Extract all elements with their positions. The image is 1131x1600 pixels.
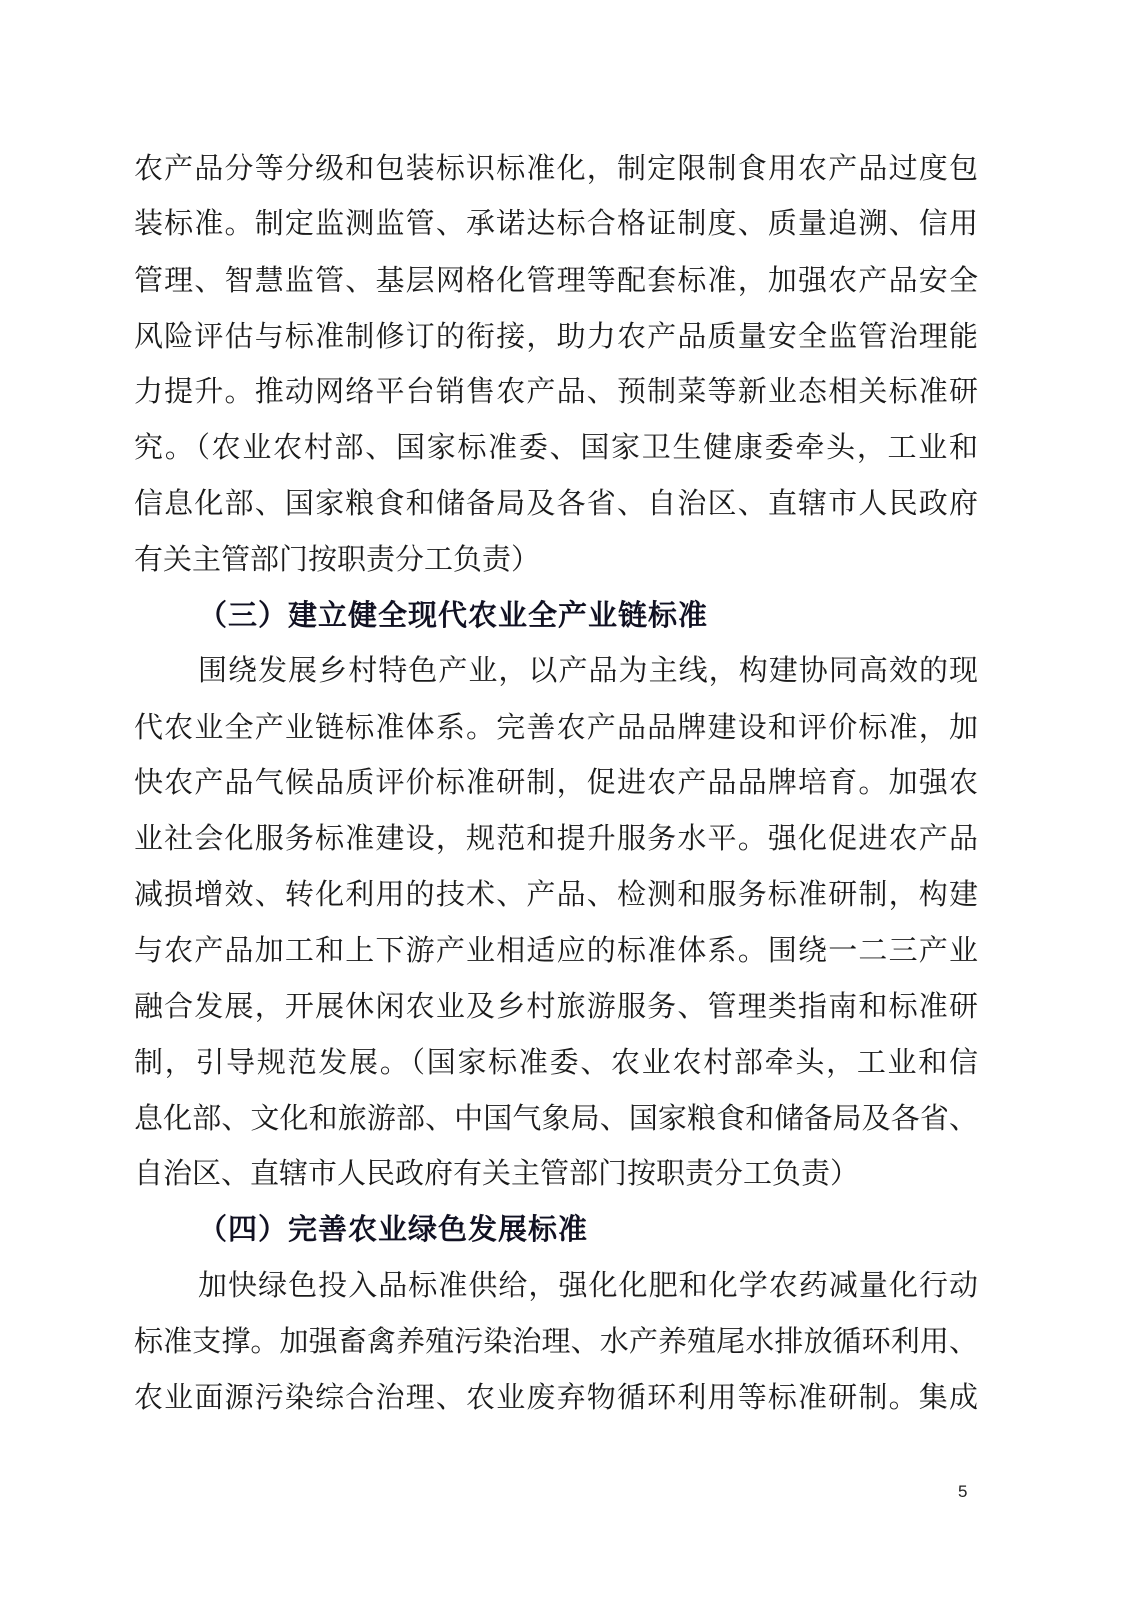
paragraph-line: 息化部、文化和旅游部、中国气象局、国家粮食和储备局及各省、 — [134, 1101, 978, 1135]
paragraph-line: 制，引导规范发展。（国家标准委、农业农村部牵头，工业和信 — [134, 1045, 978, 1079]
paragraph-line: 风险评估与标准制修订的衔接，助力农产品质量安全监管治理能 — [134, 319, 978, 353]
paragraph-line: 农业面源污染综合治理、农业废弃物循环利用等标准研制。集成 — [134, 1380, 978, 1414]
paragraph-line: 标准支撑。加强畜禽养殖污染治理、水产养殖尾水排放循环利用、 — [134, 1324, 978, 1358]
paragraph-line: 装标准。制定监测监管、承诺达标合格证制度、质量追溯、信用 — [134, 206, 978, 240]
paragraph-line: 加快绿色投入品标准供给，强化化肥和化学农药减量化行动 — [198, 1268, 978, 1302]
paragraph-line: 减损增效、转化利用的技术、产品、检测和服务标准研制，构建 — [134, 877, 978, 911]
paragraph-line: 力提升。推动网络平台销售农产品、预制菜等新业态相关标准研 — [134, 374, 978, 408]
section-heading-3: （三）建立健全现代农业全产业链标准 — [198, 598, 709, 632]
paragraph-line: 农产品分等分级和包装标识标准化，制定限制食用农产品过度包 — [134, 151, 978, 185]
paragraph-line: 业社会化服务标准建设，规范和提升服务水平。强化促进农产品 — [134, 821, 978, 855]
section-heading-4: （四）完善农业绿色发展标准 — [198, 1212, 589, 1246]
paragraph-line: 究。（农业农村部、国家标准委、国家卫生健康委牵头，工业和 — [134, 430, 978, 464]
paragraph-line: 管理、智慧监管、基层网格化管理等配套标准，加强农产品安全 — [134, 263, 978, 297]
paragraph-line: 快农产品气候品质评价标准研制，促进农产品品牌培育。加强农 — [134, 765, 978, 799]
page-number: 5 — [958, 1482, 968, 1501]
paragraph-line: 自治区、直辖市人民政府有关主管部门按职责分工负责） — [134, 1156, 860, 1190]
paragraph-line: 代农业全产业链标准体系。完善农产品品牌建设和评价标准，加 — [134, 710, 978, 744]
paragraph-line: 有关主管部门按职责分工负责） — [134, 542, 541, 576]
paragraph-line: 围绕发展乡村特色产业，以产品为主线，构建协同高效的现 — [198, 653, 978, 687]
paragraph-line: 融合发展，开展休闲农业及乡村旅游服务、管理类指南和标准研 — [134, 989, 978, 1023]
paragraph-line: 与农产品加工和上下游产业相适应的标准体系。围绕一二三产业 — [134, 933, 978, 967]
paragraph-line: 信息化部、国家粮食和储备局及各省、自治区、直辖市人民政府 — [134, 486, 978, 520]
